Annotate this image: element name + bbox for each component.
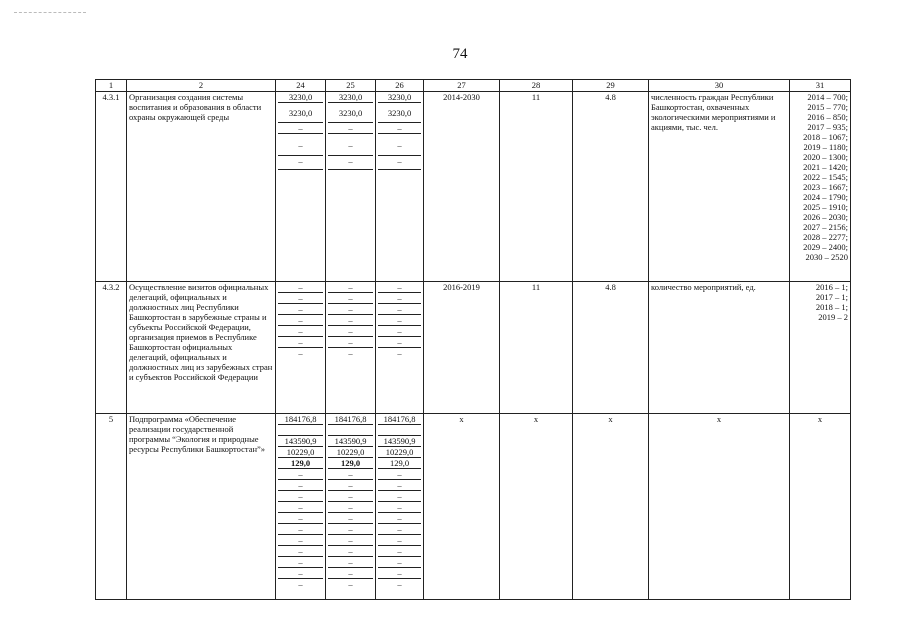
- value-cell: –: [328, 491, 373, 502]
- target-line: 2022 – 1545;: [803, 172, 848, 182]
- target-line: 2017 – 1;: [815, 292, 848, 302]
- target-line: 2023 – 1667;: [803, 182, 848, 192]
- value-cell: 143590,9: [378, 436, 421, 447]
- col-25-values: [326, 282, 376, 414]
- value-cell: –: [328, 293, 373, 304]
- value-cell: 143590,9: [328, 436, 373, 447]
- target-line: 2020 – 1300;: [803, 152, 848, 162]
- col-26-values: [376, 92, 424, 282]
- value-cell: 143590,9: [278, 436, 323, 447]
- value-cell: –: [378, 513, 421, 524]
- value-cell: 3230,0: [328, 92, 373, 103]
- col-29-cell: x: [573, 414, 649, 600]
- value-cell: –: [378, 293, 421, 304]
- value-cell: 3230,0: [328, 103, 373, 123]
- target-line: 2021 – 1420;: [803, 162, 848, 172]
- header-cell: 28: [500, 80, 573, 92]
- value-cell: –: [378, 156, 421, 170]
- header-cell: 1: [96, 80, 127, 92]
- value-cell: –: [278, 513, 323, 524]
- target-line: 2016 – 1;: [815, 282, 848, 292]
- col-26-values: [376, 282, 424, 414]
- targets-cell: [790, 92, 851, 282]
- value-cell: 3230,0: [378, 92, 421, 103]
- value-cell: –: [378, 337, 421, 348]
- header-cell: 25: [326, 80, 376, 92]
- col-29-cell: 4.8: [573, 92, 649, 282]
- row-code: 4.3.2: [96, 282, 127, 414]
- value-cell: –: [278, 282, 323, 293]
- value-cell: –: [348, 348, 353, 358]
- value-cell: –: [278, 337, 323, 348]
- header-cell: 26: [376, 80, 424, 92]
- value-cell: –: [328, 315, 373, 326]
- value-cell: 10229,0: [378, 447, 421, 458]
- period-cell: x: [424, 414, 500, 600]
- target-line: 2019 – 2: [818, 312, 848, 322]
- value-cell: –: [378, 304, 421, 315]
- value-cell: –: [278, 469, 323, 480]
- value-cell: –: [378, 491, 421, 502]
- value-cell: –: [378, 315, 421, 326]
- target-line: 2030 – 2520: [805, 252, 848, 262]
- header-cell: 27: [424, 80, 500, 92]
- value-cell: [278, 425, 323, 436]
- indicator-cell: численность граждан Республики Башкортостан, охваченных экологическими мероприятиями и акциями, тыс. чел.: [649, 92, 790, 282]
- value-cell: 10229,0: [278, 447, 323, 458]
- table-row: [96, 92, 851, 282]
- indicator-cell: количество мероприятий, ед.: [649, 282, 790, 414]
- table-row: [96, 282, 851, 414]
- value-cell: –: [278, 546, 323, 557]
- value-cell: 184176,8: [378, 414, 421, 425]
- value-cell: –: [328, 480, 373, 491]
- period-cell: 2014-2030: [424, 92, 500, 282]
- value-cell: –: [278, 491, 323, 502]
- value-cell: –: [298, 348, 303, 358]
- target-line: 2029 – 2400;: [803, 242, 848, 252]
- value-cell: –: [378, 524, 421, 535]
- value-cell: 184176,8: [328, 414, 373, 425]
- target-line: 2024 – 1790;: [803, 192, 848, 202]
- col-24-values: [276, 92, 326, 282]
- value-cell: –: [328, 156, 373, 170]
- target-line: 2026 – 2030;: [803, 212, 848, 222]
- value-cell: –: [328, 557, 373, 568]
- value-cell: –: [278, 568, 323, 579]
- value-cell: –: [278, 123, 323, 134]
- value-cell: –: [328, 304, 373, 315]
- row-name: Организация создания системы воспитания и образования в области охраны окружающей среды: [127, 92, 276, 282]
- target-line: 2015 – 770;: [807, 102, 848, 112]
- target-line: 2025 – 1910;: [803, 202, 848, 212]
- value-cell: –: [378, 535, 421, 546]
- value-cell: 184176,8: [278, 414, 323, 425]
- col-28-cell: x: [500, 414, 573, 600]
- value-cell: 129,0: [278, 458, 323, 469]
- col-29-cell: 4.8: [573, 282, 649, 414]
- value-cell: –: [278, 156, 323, 170]
- value-cell: 129,0: [378, 458, 421, 469]
- value-cell: –: [378, 502, 421, 513]
- page-number: 74: [452, 46, 468, 62]
- target-line: 2019 – 1180;: [803, 142, 848, 152]
- value-cell: –: [378, 480, 421, 491]
- value-cell: –: [278, 524, 323, 535]
- row-code: 4.3.1: [96, 92, 127, 282]
- value-cell: –: [278, 535, 323, 546]
- table-row: [96, 414, 851, 600]
- value-cell: –: [328, 502, 373, 513]
- value-cell: –: [328, 568, 373, 579]
- value-cell: –: [378, 546, 421, 557]
- target-line: 2028 – 2277;: [803, 232, 848, 242]
- value-cell: –: [278, 326, 323, 337]
- value-cell: –: [378, 282, 421, 293]
- col-24-values: [276, 414, 326, 600]
- col-25-values: [326, 92, 376, 282]
- value-cell: 3230,0: [278, 92, 323, 103]
- period-cell: 2016-2019: [424, 282, 500, 414]
- value-cell: –: [328, 337, 373, 348]
- value-cell: –: [328, 546, 373, 557]
- value-cell: –: [378, 326, 421, 337]
- value-cell: –: [328, 282, 373, 293]
- value-cell: –: [278, 304, 323, 315]
- value-cell: –: [378, 134, 421, 156]
- value-cell: –: [348, 579, 353, 589]
- header-cell: 31: [790, 80, 851, 92]
- value-cell: –: [328, 513, 373, 524]
- value-cell: –: [328, 524, 373, 535]
- header-cell: 29: [573, 80, 649, 92]
- target-line: 2027 – 2156;: [803, 222, 848, 232]
- value-cell: –: [328, 123, 373, 134]
- value-cell: [328, 425, 373, 436]
- value-cell: –: [378, 557, 421, 568]
- value-cell: –: [278, 502, 323, 513]
- row-code: 5: [96, 414, 127, 600]
- header-cell: 30: [649, 80, 790, 92]
- col-24-values: [276, 282, 326, 414]
- target-line: 2018 – 1067;: [803, 132, 848, 142]
- value-cell: –: [397, 579, 402, 589]
- value-cell: 3230,0: [378, 103, 421, 123]
- targets-cell: x: [790, 414, 851, 600]
- col-28-cell: 11: [500, 92, 573, 282]
- value-cell: –: [328, 134, 373, 156]
- col-25-values: [326, 414, 376, 600]
- value-cell: –: [278, 293, 323, 304]
- header-cell: 2: [127, 80, 276, 92]
- target-line: 2014 – 700;: [807, 92, 848, 102]
- target-line: 2017 – 935;: [807, 122, 848, 132]
- target-line: 2018 – 1;: [815, 302, 848, 312]
- row-name: Осуществление визитов официальных делегаций, официальных и должностных лиц Республики Башкортостан в зарубежные страны и субъекты Российской Федерации, организация приемов в Республике Башкортостан официальных делегаций, официальных и должностных лиц из зарубежных стран и субъектов Российской Федерации: [127, 282, 276, 414]
- value-cell: 3230,0: [278, 103, 323, 123]
- value-cell: –: [298, 579, 303, 589]
- row-name: Подпрограмма «Обеспечение реализации государственной программы “Экология и природные ресурсы Республики Башкортостан”»: [127, 414, 276, 600]
- value-cell: –: [378, 469, 421, 480]
- value-cell: –: [378, 568, 421, 579]
- header-row: [96, 80, 851, 92]
- value-cell: –: [397, 348, 402, 358]
- value-cell: –: [328, 326, 373, 337]
- value-cell: 10229,0: [328, 447, 373, 458]
- value-cell: –: [328, 469, 373, 480]
- budget-table: [95, 79, 851, 600]
- col-26-values: [376, 414, 424, 600]
- value-cell: –: [278, 557, 323, 568]
- value-cell: –: [328, 535, 373, 546]
- value-cell: 129,0: [328, 458, 373, 469]
- value-cell: –: [278, 134, 323, 156]
- header-cell: 24: [276, 80, 326, 92]
- col-28-cell: 11: [500, 282, 573, 414]
- value-cell: –: [278, 315, 323, 326]
- target-line: 2016 – 850;: [807, 112, 848, 122]
- indicator-cell: x: [649, 414, 790, 600]
- value-cell: [378, 425, 421, 436]
- value-cell: –: [278, 480, 323, 491]
- value-cell: –: [378, 123, 421, 134]
- scan-corner-mark: [14, 12, 86, 13]
- targets-cell: [790, 282, 851, 414]
